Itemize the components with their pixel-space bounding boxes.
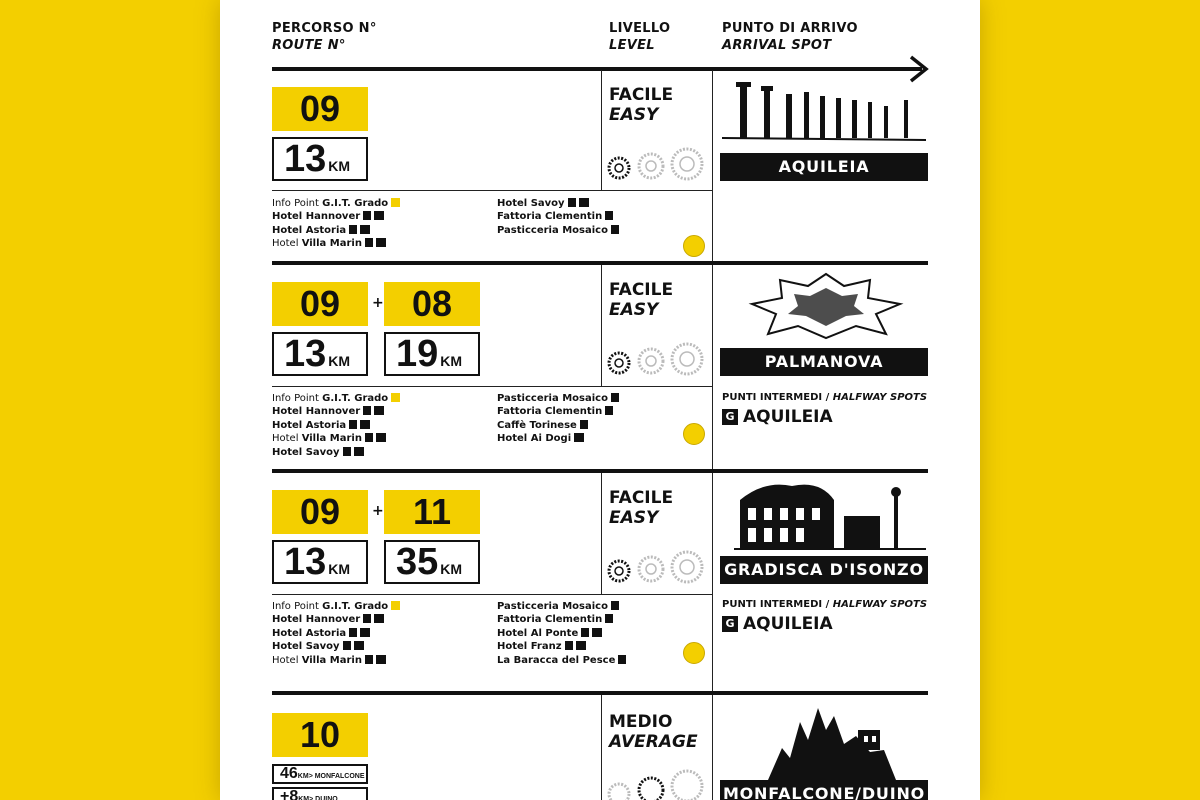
list-item: Hotel Franz — [497, 640, 626, 653]
list-item: Hotel Savoy — [272, 640, 400, 653]
restaurant-icon — [611, 225, 619, 234]
list-item: Hotel Astoria — [272, 627, 400, 640]
level-en: EASY — [609, 105, 659, 125]
list-item: Fattoria Clementin — [497, 613, 626, 626]
route-number: 09 — [272, 282, 368, 326]
route-plus: + — [372, 503, 384, 519]
restaurant-icon — [365, 238, 373, 247]
route-number: 09 — [272, 490, 368, 534]
halfway-title: PUNTI INTERMEDI / HALFWAY SPOTS — [722, 599, 928, 610]
info-list-right — [497, 197, 619, 237]
route-number: 08 — [384, 282, 480, 326]
halfway-place: AQUILEIA — [743, 407, 833, 427]
info-icon — [391, 393, 400, 402]
restaurant-icon — [363, 211, 371, 220]
km-value: 13 — [284, 333, 327, 375]
bed-icon — [360, 225, 370, 234]
list-item: Fattoria Clementin — [497, 405, 619, 418]
list-item: Pasticceria Mosaico — [497, 600, 626, 613]
restaurant-icon — [349, 628, 357, 637]
list-item: Info Point G.I.T. Grado — [272, 600, 400, 613]
restaurant-icon — [349, 420, 357, 429]
farm-icon — [605, 406, 613, 415]
list-item: Hotel Al Ponte — [497, 627, 626, 640]
bed-icon — [579, 198, 589, 207]
km-unit: KM — [328, 353, 351, 369]
row1-divider — [272, 190, 712, 191]
difficulty-level — [609, 85, 673, 125]
restaurant-icon — [568, 198, 576, 207]
restaurant-icon — [349, 225, 357, 234]
ebike-charging-icon — [683, 642, 705, 664]
arrival-destination: PALMANOVA — [720, 348, 928, 376]
route-distance — [272, 137, 368, 181]
list-item: Hotel Ai Dogi — [497, 432, 619, 445]
info-list-left — [272, 392, 400, 459]
level-en: AVERAGE — [609, 732, 698, 752]
arrival-col-line — [712, 473, 713, 695]
bed-icon — [374, 211, 384, 220]
level-header — [609, 20, 670, 54]
bed-icon — [592, 628, 602, 637]
arrival-destination: GRADISCA D'ISONZO — [720, 556, 928, 584]
level-col-line — [601, 70, 602, 191]
arrival-destination: AQUILEIA — [720, 153, 928, 181]
list-item: Caffè Torinese — [497, 419, 619, 432]
restaurant-icon — [365, 433, 373, 442]
bed-icon — [376, 655, 386, 664]
difficulty-gears-icon — [606, 146, 708, 186]
row2-divider — [272, 386, 712, 387]
info-list-right — [497, 600, 626, 667]
difficulty-level — [609, 488, 673, 528]
route-distance — [272, 540, 368, 584]
route-number: 09 — [272, 87, 368, 131]
list-item: Hotel Hannover — [272, 613, 400, 626]
list-item: Hotel Hannover — [272, 210, 400, 223]
km-unit: KM — [328, 158, 351, 174]
roman-columns-illustration — [718, 72, 930, 148]
arrival-col-line — [712, 694, 713, 800]
list-item: Hotel Astoria — [272, 224, 400, 237]
difficulty-gears-icon — [606, 341, 708, 381]
restaurant-icon — [581, 628, 589, 637]
level-it: FACILE — [609, 280, 674, 300]
route-number: 10 — [272, 713, 368, 757]
arrival-header-it: PUNTO DI ARRIVO — [722, 21, 858, 36]
route-number: 11 — [384, 490, 480, 534]
bed-icon — [374, 614, 384, 623]
list-item: Hotel Villa Marin — [272, 237, 400, 250]
row-separator — [272, 691, 928, 695]
list-item: Pasticceria Mosaico — [497, 224, 619, 237]
route-header — [272, 20, 377, 54]
info-icon — [391, 601, 400, 610]
bed-icon — [360, 420, 370, 429]
restaurant-icon — [343, 447, 351, 456]
info-list-left — [272, 600, 400, 667]
farm-icon — [605, 614, 613, 623]
star-fortress-illustration — [746, 270, 906, 340]
restaurant-icon — [580, 420, 588, 429]
level-en: EASY — [609, 508, 659, 528]
ebike-charging-icon — [683, 423, 705, 445]
header-rule — [272, 67, 922, 71]
restaurant-icon — [365, 655, 373, 664]
list-item: Info Point G.I.T. Grado — [272, 197, 400, 210]
route-header-it: PERCORSO N° — [272, 21, 377, 36]
list-item: Hotel Savoy — [497, 197, 619, 210]
list-item: Fattoria Clementin — [497, 210, 619, 223]
list-item: Hotel Villa Marin — [272, 654, 400, 667]
difficulty-level — [609, 280, 673, 320]
halfway-spot — [722, 614, 833, 634]
bed-icon — [360, 628, 370, 637]
difficulty-gears-icon — [606, 768, 708, 800]
level-header-en: LEVEL — [609, 38, 655, 53]
arrival-header — [722, 20, 858, 54]
km-value: 13 — [284, 138, 327, 180]
restaurant-icon — [363, 614, 371, 623]
level-col-line — [601, 694, 602, 800]
bed-icon — [376, 238, 386, 247]
route-plus: + — [372, 295, 384, 311]
restaurant-icon — [343, 641, 351, 650]
km-value: 19 — [396, 333, 439, 375]
info-list-right — [497, 392, 619, 446]
restaurant-icon — [363, 406, 371, 415]
arrival-col-line — [712, 265, 713, 471]
km-unit: KM — [440, 561, 463, 577]
bed-icon — [374, 406, 384, 415]
ebike-charging-icon — [683, 235, 705, 257]
list-item: Hotel Hannover — [272, 405, 400, 418]
list-item: Hotel Astoria — [272, 419, 400, 432]
difficulty-level — [609, 712, 698, 752]
row-separator — [272, 261, 928, 265]
restaurant-icon — [611, 601, 619, 610]
halfway-place: AQUILEIA — [743, 614, 833, 634]
km-value: 35 — [396, 541, 439, 583]
duino-castle-illustration — [760, 700, 900, 780]
info-list-left — [272, 197, 400, 251]
difficulty-gears-icon — [606, 549, 708, 589]
route-distance-monfalcone: 46KM> MONFALCONE — [272, 764, 368, 784]
list-item: Pasticceria Mosaico — [497, 392, 619, 405]
halfway-tag: G — [722, 409, 738, 425]
level-header-it: LIVELLO — [609, 21, 671, 36]
list-item: Info Point G.I.T. Grado — [272, 392, 400, 405]
gradisca-buildings-illustration — [734, 478, 926, 552]
row3-divider — [272, 594, 712, 595]
route-table-sheet — [220, 0, 980, 800]
halfway-title: PUNTI INTERMEDI / HALFWAY SPOTS — [722, 392, 928, 403]
route-distance-duino: +8KM> DUINO — [272, 787, 368, 800]
bed-icon — [574, 433, 584, 442]
halfway-tag: G — [722, 616, 738, 632]
restaurant-icon — [565, 641, 573, 650]
km-unit: KM — [328, 561, 351, 577]
list-item: La Baracca del Pesce — [497, 654, 626, 667]
arrival-destination: MONFALCONE/DUINO — [720, 780, 928, 800]
level-en: EASY — [609, 300, 659, 320]
level-it: MEDIO — [609, 712, 673, 732]
restaurant-icon — [605, 211, 613, 220]
level-col-line — [601, 265, 602, 386]
route-distance — [384, 332, 480, 376]
restaurant-icon — [611, 393, 619, 402]
km-unit: KM — [440, 353, 463, 369]
route-distance — [384, 540, 480, 584]
restaurant-icon — [618, 655, 626, 664]
route-header-en: ROUTE N° — [272, 38, 346, 53]
level-it: FACILE — [609, 488, 674, 508]
arrival-col-line — [712, 70, 713, 262]
bed-icon — [576, 641, 586, 650]
bed-icon — [354, 641, 364, 650]
level-col-line — [601, 473, 602, 594]
route-distance — [272, 332, 368, 376]
list-item: Hotel Villa Marin — [272, 432, 400, 445]
list-item: Hotel Savoy — [272, 446, 400, 459]
level-it: FACILE — [609, 85, 674, 105]
arrival-header-en: ARRIVAL SPOT — [722, 38, 832, 53]
info-icon — [391, 198, 400, 207]
halfway-spot — [722, 407, 833, 427]
bed-icon — [376, 433, 386, 442]
km-value: 13 — [284, 541, 327, 583]
bed-icon — [354, 447, 364, 456]
row-separator — [272, 469, 928, 473]
